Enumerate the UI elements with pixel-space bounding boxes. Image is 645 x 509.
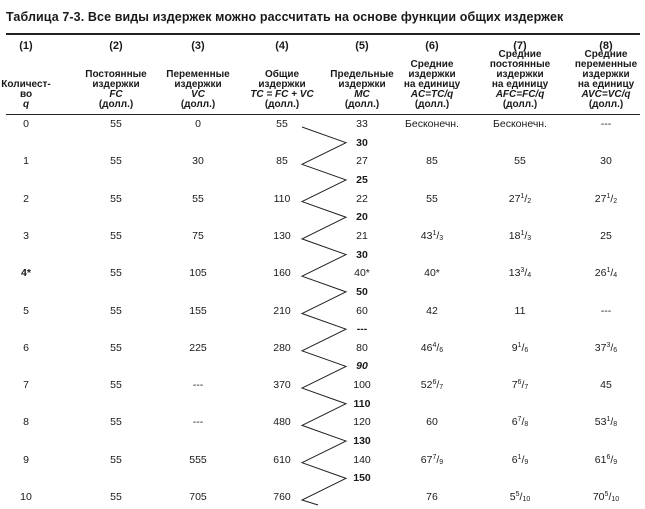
column-number: (5) xyxy=(355,40,369,52)
column-header-label: на единицу xyxy=(491,79,549,90)
cell-tc: 160 xyxy=(273,267,291,280)
column-header-symbol: MC xyxy=(354,89,370,100)
column-header-label: Средние xyxy=(498,49,542,60)
cell-mc: 40* xyxy=(354,267,370,280)
column-header-symbol: TC = FC + VC xyxy=(250,89,314,100)
cell-vc: --- xyxy=(192,379,204,392)
cell-fc: 55 xyxy=(110,155,122,168)
cell-afc: $27^1/_2$ xyxy=(508,192,532,205)
column-header-label: Средние xyxy=(584,49,628,60)
cell-fc: 55 xyxy=(110,192,122,205)
cell-vc: 0 xyxy=(195,118,201,130)
cell-mc: 60 xyxy=(356,304,368,317)
cell-q: 4* xyxy=(21,267,31,280)
column-header-label: на единицу xyxy=(403,79,461,90)
cell-avc: $27^1/_2$ xyxy=(594,192,618,205)
column-header-unit: (долл.) xyxy=(180,99,216,110)
cell-vc: 155 xyxy=(189,304,207,317)
tc-difference: 50 xyxy=(356,285,368,298)
cell-mc: 21 xyxy=(356,229,368,242)
cell-afc: $6^7/_8$ xyxy=(511,416,529,429)
cell-q: 5 xyxy=(23,304,29,317)
cell-vc: 30 xyxy=(192,155,204,168)
cell-afc: $6^1/_9$ xyxy=(511,453,529,466)
column-header-unit: (долл.) xyxy=(344,99,380,110)
column-number: (3) xyxy=(191,40,205,52)
column-number: (1) xyxy=(19,40,33,52)
cell-ac: Бесконечн. xyxy=(404,118,460,130)
cell-vc: 555 xyxy=(189,453,207,466)
cell-ac: 40* xyxy=(424,267,440,280)
column-header-unit: (долл.) xyxy=(588,99,624,110)
cell-fc: 55 xyxy=(110,491,122,503)
cell-afc: 11 xyxy=(514,304,526,317)
cell-tc: 280 xyxy=(273,341,291,354)
cell-ac: 42 xyxy=(426,304,438,317)
column-header-label: издержки xyxy=(582,69,630,80)
cell-tc: 130 xyxy=(273,229,291,242)
table-title: Таблица 7-3. Все виды издержек можно рассчитать на основе функции общих издержек xyxy=(6,10,564,24)
column-header-label: на единицу xyxy=(577,79,635,90)
cell-q: 2 xyxy=(23,192,29,205)
cell-q: 9 xyxy=(23,453,29,466)
cell-ac: $43^1/_3$ xyxy=(420,229,444,242)
cell-mc: 140 xyxy=(353,453,371,466)
cell-vc: 55 xyxy=(192,192,204,205)
cell-ac: $67^7/_9$ xyxy=(420,453,444,466)
cell-tc: 210 xyxy=(273,304,291,317)
column-number: (2) xyxy=(109,40,123,52)
tc-difference: 110 xyxy=(353,397,371,410)
cell-afc: $18^1/_3$ xyxy=(508,229,532,242)
column-header-label: Количест- xyxy=(1,79,51,90)
cell-q: 6 xyxy=(23,341,29,354)
cell-afc: $5^5/_{10}$ xyxy=(509,491,531,503)
cell-ac: 55 xyxy=(426,192,438,205)
column-number: (6) xyxy=(425,40,439,52)
column-header-symbol: AC=TC/q xyxy=(410,89,454,100)
cell-tc: 370 xyxy=(273,379,291,392)
column-header-label: постоянные xyxy=(489,59,551,70)
tc-difference: 30 xyxy=(356,136,368,149)
column-header-label: Переменные xyxy=(166,69,230,80)
cell-q: 0 xyxy=(23,118,29,130)
cell-fc: 55 xyxy=(110,416,122,429)
cell-ac: $52^6/_7$ xyxy=(420,379,444,392)
cell-fc: 55 xyxy=(110,229,122,242)
column-number: (8) xyxy=(599,40,613,52)
tc-difference: 25 xyxy=(356,173,368,186)
cell-tc: 480 xyxy=(273,416,291,429)
column-header-label: издержки xyxy=(258,79,306,90)
cell-avc: $37^3/_6$ xyxy=(594,341,618,354)
cell-tc: 760 xyxy=(273,491,291,503)
cell-q: 3 xyxy=(23,229,29,242)
cell-vc: 105 xyxy=(189,267,207,280)
cell-avc: $26^1/_4$ xyxy=(594,267,618,280)
cell-avc: --- xyxy=(600,304,612,317)
tc-difference: 30 xyxy=(356,248,368,261)
cell-mc: 27 xyxy=(356,155,368,168)
cell-avc: 45 xyxy=(600,379,612,392)
column-header-unit: (долл.) xyxy=(264,99,300,110)
cell-fc: 55 xyxy=(110,304,122,317)
cell-avc: $70^5/_{10}$ xyxy=(592,491,620,503)
cell-vc: --- xyxy=(192,416,204,429)
cell-tc: 85 xyxy=(276,155,288,168)
column-header-symbol: VC xyxy=(191,89,205,100)
cell-avc: 30 xyxy=(600,155,612,168)
column-header-label: издержки xyxy=(496,69,544,80)
cell-mc: 33 xyxy=(356,118,368,130)
cell-tc: 610 xyxy=(273,453,291,466)
tc-difference: 90 xyxy=(356,360,368,373)
cell-ac: 60 xyxy=(426,416,438,429)
cell-ac: 85 xyxy=(426,155,438,168)
cell-mc: 80 xyxy=(356,341,368,354)
cell-afc: 55 xyxy=(514,155,526,168)
cell-vc: 225 xyxy=(189,341,207,354)
cell-avc: --- xyxy=(600,118,612,130)
column-header-label: Предельные xyxy=(330,69,394,80)
column-header-label: Общие xyxy=(264,69,300,80)
cell-vc: 705 xyxy=(189,491,207,503)
column-number: (4) xyxy=(275,40,289,52)
cell-vc: 75 xyxy=(192,229,204,242)
column-header-symbol: AVC=VC/q xyxy=(581,89,631,100)
cell-mc: 100 xyxy=(353,379,371,392)
column-header-label: издержки xyxy=(408,69,456,80)
column-header-symbol: AFC=FC/q xyxy=(495,89,545,100)
column-header-label: во xyxy=(19,89,33,100)
column-header-label: издержки xyxy=(338,79,386,90)
cell-afc: $9^1/_6$ xyxy=(511,341,529,354)
cell-fc: 55 xyxy=(110,341,122,354)
cell-tc: 110 xyxy=(273,192,291,205)
column-header-label: Постоянные xyxy=(85,69,147,80)
cell-fc: 55 xyxy=(110,453,122,466)
cell-afc: Бесконечн. xyxy=(492,118,548,130)
column-header-label: издержки xyxy=(92,79,140,90)
tc-difference: 150 xyxy=(353,472,371,485)
zigzag-line xyxy=(302,127,346,505)
column-header-symbol: FC xyxy=(109,89,123,100)
column-number: (7) xyxy=(513,40,527,52)
tc-difference: --- xyxy=(356,323,368,336)
cell-q: 8 xyxy=(23,416,29,429)
cell-fc: 55 xyxy=(110,379,122,392)
cell-ac: 76 xyxy=(426,491,438,503)
cell-mc: 120 xyxy=(353,416,371,429)
cell-afc: $13^3/_4$ xyxy=(508,267,532,280)
cell-avc: $53^1/_8$ xyxy=(594,416,618,429)
cell-avc: $61^6/_9$ xyxy=(594,453,618,466)
cell-afc: $7^6/_7$ xyxy=(511,379,529,392)
column-header-unit: (долл.) xyxy=(502,99,538,110)
cell-q: 1 xyxy=(23,155,29,168)
cell-q: 10 xyxy=(20,491,32,503)
cell-ac: $46^4/_6$ xyxy=(420,341,444,354)
cell-fc: 55 xyxy=(110,118,122,130)
column-header-unit: (долл.) xyxy=(414,99,450,110)
cell-q: 7 xyxy=(23,379,29,392)
column-header-unit: (долл.) xyxy=(98,99,134,110)
column-header-label: издержки xyxy=(174,79,222,90)
cell-tc: 55 xyxy=(276,118,288,130)
tc-difference: 20 xyxy=(356,211,368,224)
column-header-symbol: q xyxy=(22,99,30,110)
column-header-label: Средние xyxy=(410,59,454,70)
cell-fc: 55 xyxy=(110,267,122,280)
tc-difference: 130 xyxy=(353,435,371,448)
column-header-label: переменные xyxy=(574,59,638,70)
cell-mc: 22 xyxy=(356,192,368,205)
cell-avc: 25 xyxy=(600,229,612,242)
